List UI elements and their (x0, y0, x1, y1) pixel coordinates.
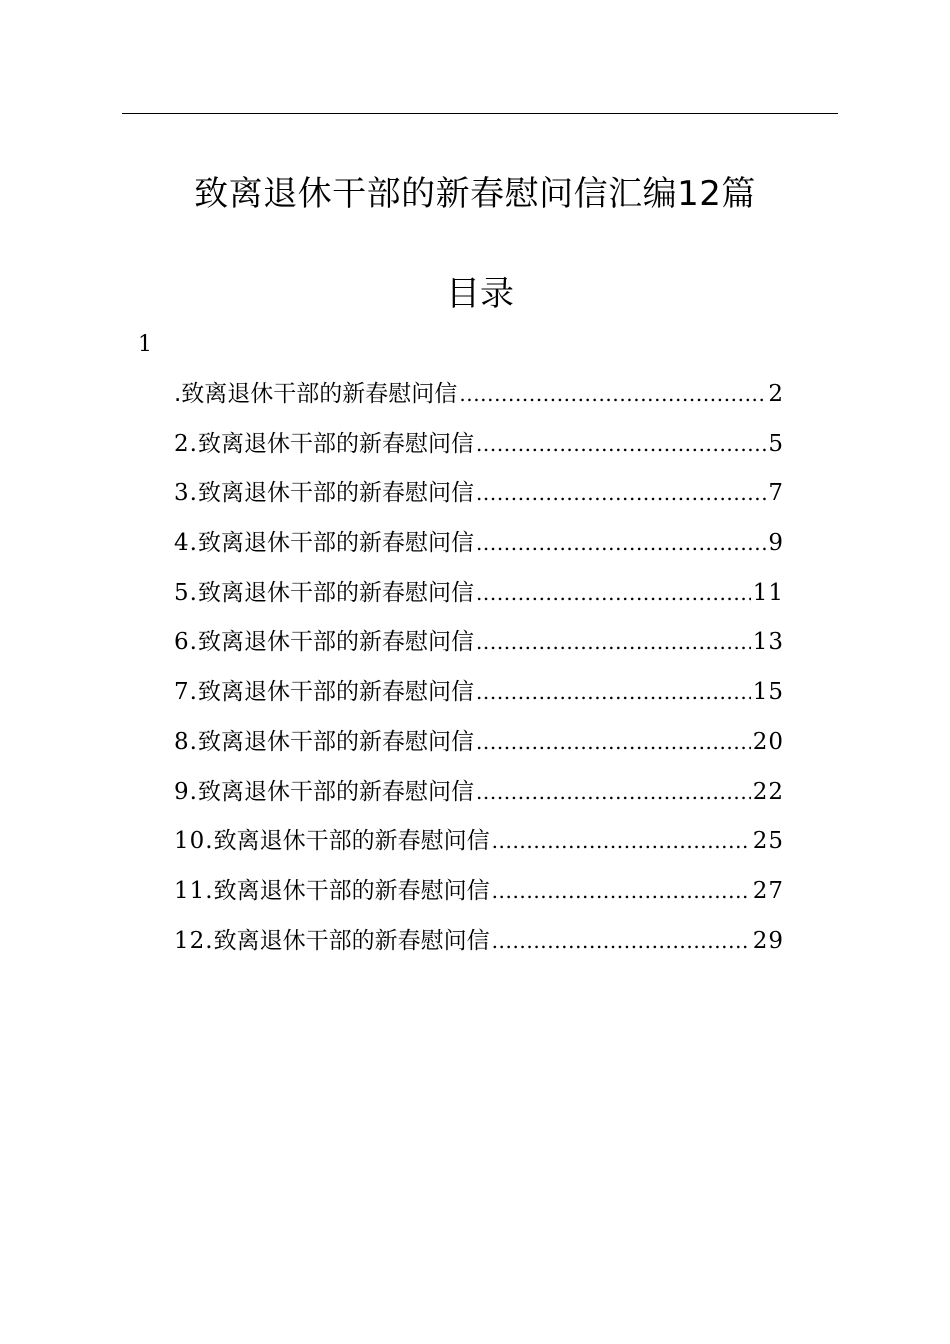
toc-entry-title: .致离退休干部的新春慰问信 (174, 381, 458, 407)
toc-entry-page: 5 (768, 430, 784, 457)
toc-entry-number: 8. (174, 728, 198, 755)
toc-entry[interactable] (174, 672, 784, 722)
toc-entry-page: 15 (752, 679, 784, 706)
toc-entry-title: 致离退休干部的新春慰问信 (197, 728, 474, 755)
toc-dot-leader (476, 523, 766, 563)
table-of-contents (174, 374, 784, 970)
toc-entry-page: 11 (752, 579, 784, 606)
toc-entry-title: 致离退休干部的新春慰问信 (197, 480, 474, 507)
toc-dot-leader (476, 722, 751, 762)
toc-entry-number: 7. (174, 679, 198, 706)
toc-entry[interactable] (174, 473, 784, 523)
toc-entry-title: 致离退休干部的新春慰问信 (197, 778, 474, 805)
toc-entry-title: 致离退休干部的新春慰问信 (197, 579, 474, 606)
toc-dot-leader (492, 921, 751, 961)
toc-entry[interactable] (174, 523, 784, 573)
toc-entry-number: 9. (174, 778, 198, 805)
toc-entry-number: 12. (174, 927, 214, 954)
toc-dot-leader (476, 424, 766, 464)
toc-entry-title: 致离退休干部的新春慰问信 (213, 927, 490, 954)
toc-entry-page: 25 (752, 828, 784, 855)
toc-entry-title: 致离退休干部的新春慰问信 (213, 877, 490, 904)
toc-entry-number: 5. (174, 579, 198, 606)
list-number-marker: 1 (138, 332, 152, 357)
toc-dot-leader (459, 374, 766, 414)
toc-entry-number: 10. (174, 828, 214, 855)
toc-dot-leader (492, 871, 751, 911)
toc-entry-title: 致离退休干部的新春慰问信 (197, 629, 474, 656)
toc-dot-leader (476, 672, 751, 712)
toc-entry-title: 致离退休干部的新春慰问信 (197, 530, 474, 557)
toc-dot-leader (476, 772, 751, 812)
toc-entry[interactable] (174, 374, 784, 424)
toc-entry-page: 2 (768, 381, 784, 407)
toc-entry[interactable] (174, 871, 784, 921)
document-title: 致离退休干部的新春慰问信汇编12篇 (194, 174, 756, 214)
toc-heading: 目录 (446, 274, 514, 314)
toc-entry[interactable] (174, 424, 784, 474)
toc-entry-page: 7 (768, 480, 784, 507)
toc-entry-page: 13 (752, 629, 784, 656)
toc-entry-page: 20 (752, 728, 784, 755)
toc-dot-leader (476, 573, 751, 613)
toc-entry-title: 致离退休干部的新春慰问信 (213, 828, 490, 855)
toc-entry-page: 22 (752, 778, 784, 805)
toc-entry-page: 29 (752, 927, 784, 954)
toc-entry[interactable] (174, 622, 784, 672)
header-rule (122, 113, 838, 114)
toc-dot-leader (476, 473, 766, 513)
toc-entry[interactable] (174, 821, 784, 871)
toc-entry-number: 3. (174, 480, 198, 507)
toc-entry-page: 27 (752, 877, 784, 904)
toc-entry-number: 11. (174, 877, 214, 904)
toc-entry-title: 致离退休干部的新春慰问信 (197, 679, 474, 706)
toc-entry-number: 2. (174, 430, 198, 457)
toc-entry[interactable] (174, 772, 784, 822)
toc-entry-number: 6. (174, 629, 198, 656)
toc-dot-leader (476, 622, 751, 662)
toc-entry-title: 致离退休干部的新春慰问信 (197, 430, 474, 457)
toc-entry[interactable] (174, 921, 784, 971)
toc-entry[interactable] (174, 573, 784, 623)
toc-entry-number: 4. (174, 530, 198, 557)
toc-entry[interactable] (174, 722, 784, 772)
toc-dot-leader (492, 821, 751, 861)
toc-entry-page: 9 (768, 530, 784, 557)
